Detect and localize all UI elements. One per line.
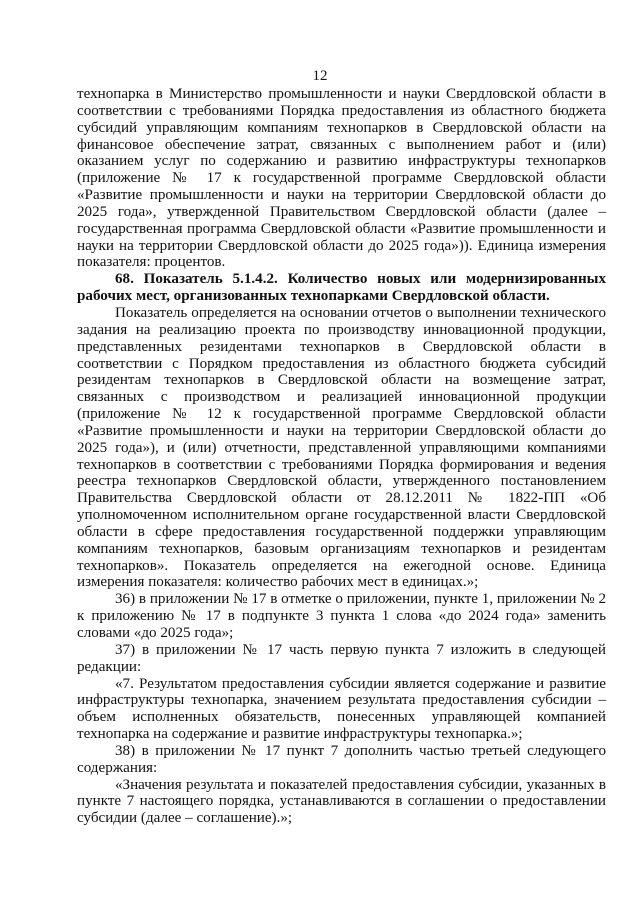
paragraph-item-37: 37) в приложении № 17 часть первую пункта 7 изложить в следующей редакции: bbox=[77, 641, 606, 675]
paragraph-item-38-quote: «Значения результата и показателей предоставления субсидии, указанных в пункте 7 настоящего порядка, устанавливаются в соглашении о предоставлении субсидии (далее – соглашение).»; bbox=[77, 776, 606, 827]
paragraph-item-36: 36) в приложении № 17 в отметке о приложении, пункте 1, приложении № 2 к приложению № 17 в подпункте 3 пункта 1 слова «до 2024 года» заменить словами «до 2025 года»; bbox=[77, 591, 606, 641]
paragraph-continuation: технопарка в Министерство промышленности и науки Свердловской области в соответствии с требованиями Порядка предоставления из областного бюджета субсидий управляющим компаниям технопарков в Свердловской области на финансовое обеспечение затрат, связанных с выполнением работ и (или) оказанием услуг по содержанию и развитию инфраструктуры технопарков (приложение № 17 к государственной программе Свердловской области «Развитие промышленности и науки на территории Свердловской области до 2025 года», утвержденной Правительством Свердловской области (далее – государственная программа Свердловской области «Развитие промышленности и науки на территории Свердловской области до 2025 года»)). Единица измерения показателя: процентов. bbox=[77, 86, 606, 271]
page-number: 12 bbox=[312, 68, 328, 84]
paragraph-item-37-quote: «7. Результатом предоставления субсидии является содержание и развитие инфраструктуры технопарка, значением результата предоставления субсидии – объем исполненных обязательств, понесенных управляющей компанией технопарка на содержание и развитие инфраструктуры технопарка.»; bbox=[77, 675, 606, 743]
document-body bbox=[77, 86, 606, 827]
indicator-heading: 68. Показатель 5.1.4.2. Количество новых или модернизированных рабочих мест, организованных технопарками Свердловской области. bbox=[77, 271, 606, 305]
paragraph-item-38: 38) в приложении № 17 пункт 7 дополнить частью третьей следующего содержания: bbox=[77, 742, 606, 776]
paragraph-indicator-definition: Показатель определяется на основании отчетов о выполнении технического задания на реализацию проекта по производству инновационной продукции, представленных резидентами технопарков в Свердловской области в соответствии с Порядком предоставления из областного бюджета субсидий резидентам технопарков в Свердловской области на возмещение затрат, связанных с производством и реализацией инновационной продукции (приложение № 12 к государственной программе Свердловской области «Развитие промышленности и науки на территории Свердловской области до 2025 года»), и (или) отчетности, представленной управляющими компаниями технопарков в соответствии с требованиями Порядка формирования и ведения реестра технопарков Свердловской области, утвержденного постановлением Правительства Свердловской области от 28.12.2011 № 1822-ПП «Об уполномоченном исполнительном органе государственной власти Свердловской области в сфере предоставления государственной поддержки управляющим компаниям технопарков, базовым организациям технопарков и резидентам технопарков». Показатель определяется на ежегодной основе. Единица измерения показателя: количество рабочих мест в единицах.»; bbox=[77, 304, 606, 591]
